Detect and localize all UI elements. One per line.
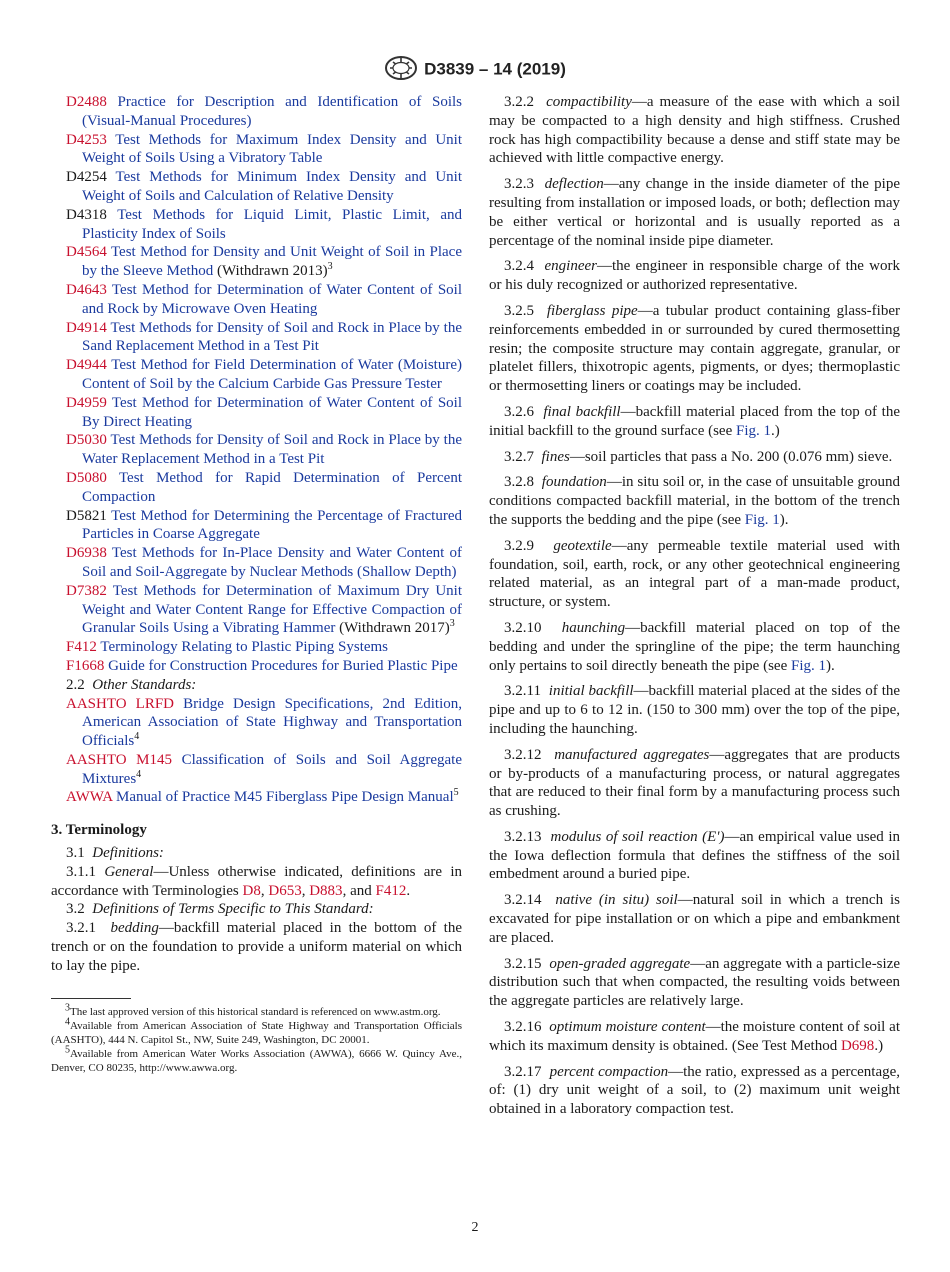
right-column-definitions	[489, 93, 900, 1126]
definition-item	[489, 257, 900, 295]
reference-title-link[interactable]: Practice for Description and Identification of Soils (Visual-Manual Procedures)	[82, 94, 463, 129]
footnote	[51, 1002, 462, 1019]
figure-or-standard-link[interactable]: Fig. 1	[736, 422, 772, 439]
left-column	[51, 93, 462, 1075]
definition-number: 3.2.4	[504, 258, 534, 275]
footnote-marker: 3	[327, 261, 333, 273]
definition-item	[489, 1018, 900, 1056]
definition-text: —backfill material placed from the top of the initial backfill to the ground surface (see	[489, 403, 900, 439]
reference-code[interactable]: D7382	[66, 582, 107, 599]
definition-text-end: ).	[826, 657, 835, 674]
reference-item	[51, 638, 462, 657]
definition-number: 3.2.7	[504, 448, 534, 465]
definition-text: —an empirical value used in the Iowa deflection formula that defines the stiffness of the soil embedment around a buried pipe.	[489, 828, 900, 883]
ref-link-f412[interactable]: F412	[375, 882, 407, 899]
page-number: 2	[471, 1220, 479, 1235]
reference-code[interactable]: F412	[66, 639, 97, 656]
ref-link-d883[interactable]: D883	[309, 882, 343, 899]
other-standard-code[interactable]: AASHTO M145	[66, 751, 172, 768]
definition-number: 3.2.6	[504, 403, 534, 420]
definition-item	[489, 1063, 900, 1119]
footnote-number: 5	[65, 1044, 70, 1055]
definition-text: —any change in the inside diameter of the pipe resulting from installation or imposed loads, or both; deflection may be either vertical or horizontal and is usually reported as a percentage of the nominal inside pipe diameter.	[489, 176, 901, 249]
definition-item	[489, 955, 900, 1011]
definition-item	[489, 619, 900, 675]
reference-code[interactable]: D6938	[66, 545, 107, 562]
referenced-documents-list	[51, 93, 462, 676]
definition-item	[489, 682, 900, 738]
reference-title-link[interactable]: Test Method for Determination of Water Content of Soil and Rock by Microwave Oven Heating	[82, 281, 462, 317]
ref-link-d653[interactable]: D653	[268, 882, 302, 899]
definition-text-end: .)	[771, 422, 780, 439]
definition-text-end: ).	[779, 511, 789, 528]
definition-item	[489, 473, 900, 529]
footnote-marker: 4	[134, 731, 140, 743]
reference-item	[51, 657, 462, 676]
reference-code[interactable]: D2488	[66, 94, 107, 110]
definition-text: —an aggregate with a particle-size distribution such that when compacted, the resulting voids between the aggregate particles are relatively large.	[489, 955, 901, 1010]
reference-title-link[interactable]: Test Methods for Minimum Index Density and Unit Weight of Soils and Calculation of Relative Density	[82, 169, 462, 204]
reference-item	[51, 243, 462, 281]
defined-term: final backfill	[543, 403, 621, 420]
defined-term: geotextile	[553, 537, 612, 554]
defined-term: native (in situ) soil	[555, 892, 678, 909]
definition-number: 3.2.17	[504, 1063, 542, 1080]
astm-logo-icon	[384, 55, 418, 81]
reference-code: D4318	[66, 206, 107, 223]
other-standard-title-link[interactable]: Manual of Practice M45 Fiberglass Pipe Design Manual	[116, 789, 454, 806]
reference-item	[51, 507, 462, 545]
definition-text: —aggregates that are products or by-products of a manufacturing process, or natural aggregates that are reduced to their final form by a manufacturing process such as crushing.	[489, 746, 901, 820]
definition-number: 3.2.10	[504, 619, 542, 636]
page-header	[0, 57, 950, 83]
defined-term: engineer	[544, 258, 597, 275]
reference-code[interactable]: D5080	[66, 469, 107, 486]
footnote-marker: 5	[453, 787, 459, 799]
figure-or-standard-link[interactable]: Fig. 1	[791, 657, 827, 674]
definition-text: —a tubular product containing glass-fiber reinforcements embedded in or surrounded by cured thermosetting resin; the composite structure may contain aggregate, granular, or platelet fillers, thixotropic agents, pigments, or dyes; thermoplastic or thermosetting liners or coatings may be included.	[489, 302, 900, 395]
reference-item	[51, 168, 462, 206]
definition-number: 3.2.16	[504, 1019, 542, 1036]
definition-number: 3.2.9	[504, 537, 534, 554]
definition-text: —backfill material placed at the sides of the pipe and up to 6 to 12 in. (150 to 300 mm) over the top of the pipe, including the haunching.	[489, 683, 901, 737]
defined-term: compactibility	[546, 94, 632, 110]
definition-item	[489, 828, 900, 884]
definition-number: 3.2.3	[504, 176, 534, 193]
reference-code: D5821	[66, 507, 107, 524]
definition-number: 3.2.8	[504, 474, 534, 491]
defined-term: modulus of soil reaction (E')	[550, 828, 725, 845]
definition-number: 3.2.11	[504, 683, 541, 700]
definition-item	[489, 448, 900, 467]
footnote-text: The last approved version of this historical standard is referenced on www.astm.org.	[70, 1005, 441, 1018]
definition-number: 3.2.13	[504, 828, 542, 845]
footnote-number: 4	[65, 1016, 70, 1027]
reference-code[interactable]: D4914	[66, 319, 107, 336]
reference-title-link[interactable]: Terminology Relating to Plastic Piping Systems	[100, 639, 389, 656]
definition-number: 3.2.12	[504, 746, 542, 763]
definition-text: —soil particles that pass a No. 200 (0.076 mm) sieve.	[569, 448, 893, 465]
other-standard-title-link[interactable]: Classification of Soils and Soil Aggregate Mixtures	[82, 751, 462, 787]
defined-term: fines	[541, 448, 570, 465]
definition-item	[489, 537, 900, 612]
figure-or-standard-link[interactable]: Fig. 1	[744, 511, 780, 528]
definition-3-1-1: 3.1.1 General—Unless otherwise indicated, definitions are in accordance with Terminologies D8, D653, D883, and F412.	[51, 863, 463, 899]
definition-number: 3.2.2	[504, 94, 534, 110]
reference-title-link[interactable]: Test Methods for Determination of Maximum Dry Unit Weight and Water Content Range for Effective Compaction of Granular Soils Using a Vibrating Hammer	[82, 582, 462, 637]
reference-title-link[interactable]: Test Method for Rapid Determination of Percent Compaction	[82, 469, 462, 505]
reference-title-link[interactable]: Test Method for Determining the Percentage of Fractured Particles in Coarse Aggregate	[82, 507, 462, 543]
defined-term: optimum moisture content	[549, 1019, 706, 1036]
definition-text: —the ratio, expressed as a percentage, of: (1) dry unit weight of a soil, to (2) maximum unit weight obtained in a laboratory compaction test.	[489, 1063, 901, 1118]
defined-term: open-graded aggregate	[549, 955, 691, 972]
footnotes	[51, 1002, 462, 1075]
definition-number: 3.2.15	[504, 955, 542, 972]
definition-item	[489, 93, 900, 168]
reference-title-link[interactable]: Test Method for Determination of Water Content of Soil By Direct Heating	[82, 394, 462, 430]
withdrawn-note: (Withdrawn 2017)	[335, 620, 450, 637]
reference-item	[51, 544, 462, 582]
footnote-text: Available from American Water Works Association (AWWA), 6666 W. Quincy Ave., Denver, CO 80235, http://www.awwa.org.	[51, 1047, 462, 1074]
reference-code[interactable]: F1668	[66, 657, 105, 674]
footnote	[51, 1044, 462, 1075]
definition-number: 3.2.14	[504, 892, 542, 909]
reference-code: D4254	[66, 169, 107, 186]
definition-item	[489, 891, 900, 947]
subsection-3-1: 3.1 Definitions:	[66, 845, 164, 862]
reference-title-link[interactable]: Test Methods for Liquid Limit, Plastic Limit, and Plasticity Index of Soils	[82, 206, 462, 242]
footnote-marker: 4	[136, 768, 142, 780]
reference-title-link[interactable]: Test Method for Field Determination of Water (Moisture) Content of Soil by the Calcium Carbide Gas Pressure Tester	[82, 357, 463, 392]
footnote-divider	[51, 998, 131, 999]
ref-link-d8[interactable]: D8	[242, 882, 261, 899]
reference-item	[51, 582, 462, 638]
reference-title-link[interactable]: Test Methods for Maximum Index Density and Unit Weight of Soils Using a Vibratory Table	[82, 131, 462, 167]
other-standard-code[interactable]: AWWA	[66, 789, 113, 806]
reference-title-link[interactable]: Test Method for Density and Unit Weight of Soil in Place by the Sleeve Method	[82, 244, 462, 280]
reference-code[interactable]: D5030	[66, 432, 107, 449]
definition-text-end: .)	[874, 1037, 884, 1054]
other-standards-list	[51, 695, 462, 808]
defined-term: manufactured aggregates	[554, 746, 710, 763]
defined-term: deflection	[544, 176, 604, 193]
definition-item	[489, 302, 900, 396]
reference-title-link[interactable]: Test Methods for In-Place Density and Water Content of Soil and Soil-Aggregate by Nuclear Methods (Shallow Depth)	[82, 545, 463, 580]
reference-code[interactable]: D4944	[66, 357, 107, 374]
definition-item	[489, 403, 900, 441]
other-standard-item	[51, 695, 462, 751]
reference-item	[51, 394, 462, 432]
other-standard-title-link[interactable]: Bridge Design Specifications, 2nd Edition, American Association of State Highway and Transportation Officials	[82, 695, 463, 750]
reference-item	[51, 319, 462, 357]
withdrawn-note: (Withdrawn 2013)	[213, 263, 328, 280]
other-standard-code[interactable]: AASHTO LRFD	[66, 695, 175, 712]
definition-item	[489, 175, 900, 250]
standard-designation: D3839 – 14 (2019)	[424, 59, 566, 79]
reference-title-link[interactable]: Test Methods for Density of Soil and Rock in Place by the Sand Replacement Method in a Test Pit	[82, 319, 462, 355]
subsection-3-2: 3.2 Definitions of Terms Specific to This Standard:	[66, 901, 374, 918]
reference-code[interactable]: D4253	[66, 131, 107, 148]
definition-text: —natural soil in which a trench is excavated for pipe installation or on which a pipe and embankment are placed.	[489, 892, 900, 946]
defined-term: percent compaction	[549, 1063, 669, 1080]
definition-text: —the engineer in responsible charge of the work or his duly recognized or authorized representative.	[489, 258, 901, 294]
definition-text: —backfill material placed on top of the bedding and under the springline of the pipe; the term haunching only pertains to soil directly beneath the pipe (see	[489, 619, 900, 674]
other-standards-heading: 2.2 Other Standards:	[66, 676, 197, 693]
footnote-number: 3	[65, 1002, 70, 1013]
reference-title-link[interactable]: Guide for Construction Procedures for Buried Plastic Pipe	[108, 657, 458, 674]
defined-term: initial backfill	[548, 683, 634, 700]
reference-code[interactable]: D4564	[66, 244, 107, 261]
reference-item	[51, 431, 462, 469]
definition-text: —in situ soil or, in the case of unsuitable ground conditions compacted backfill material, in the bottom of the trench the supports the bedding and the pipe (see	[489, 474, 900, 528]
definition-text: —the moisture content of soil at which its maximum density is obtained. (See Test Method	[489, 1019, 900, 1054]
section-heading-terminology: 3. Terminology	[51, 822, 147, 839]
reference-title-link[interactable]: Test Methods for Density of Soil and Rock in Place by the Water Replacement Method in a Test Pit	[82, 432, 462, 468]
definition-item	[489, 746, 900, 821]
reference-item	[51, 281, 462, 319]
reference-item	[51, 93, 462, 131]
reference-item	[51, 469, 462, 507]
footnote	[51, 1016, 462, 1047]
definition-number: 3.2.5	[504, 302, 534, 319]
other-standard-item	[51, 788, 462, 807]
reference-item	[51, 356, 462, 394]
definition-3-2-1: 3.2.1 bedding—backfill material placed in the bottom of the trench or on the foundation to provide a uniform material on which to lay the pipe.	[51, 920, 462, 974]
figure-or-standard-link[interactable]: D698	[840, 1037, 875, 1054]
definition-text: —any permeable textile material used with foundation, soil, earth, rock, or any other geotechnical engineering related material, as an integral part of a man-made product, structure, or system.	[489, 537, 901, 611]
reference-code[interactable]: D4643	[66, 281, 107, 298]
reference-code[interactable]: D4959	[66, 394, 107, 411]
footnote-marker: 3	[449, 618, 455, 630]
reference-item	[51, 131, 462, 169]
other-standard-item	[51, 751, 462, 789]
reference-item	[51, 206, 462, 244]
definition-text: —a measure of the ease with which a soil may be compacted to a high density and high stiffness. Crushed rock has high compactibility because a dense and stiff state may be achieved with little compactive energy.	[489, 94, 901, 167]
defined-term: foundation	[541, 474, 607, 491]
defined-term: fiberglass pipe	[546, 302, 638, 319]
footnote-text: Available from American Association of State Highway and Transportation Officials (AASHTO), 444 N. Capitol St., NW, Suite 249, Washington, DC 20001.	[51, 1019, 462, 1046]
defined-term: haunching	[561, 619, 626, 636]
